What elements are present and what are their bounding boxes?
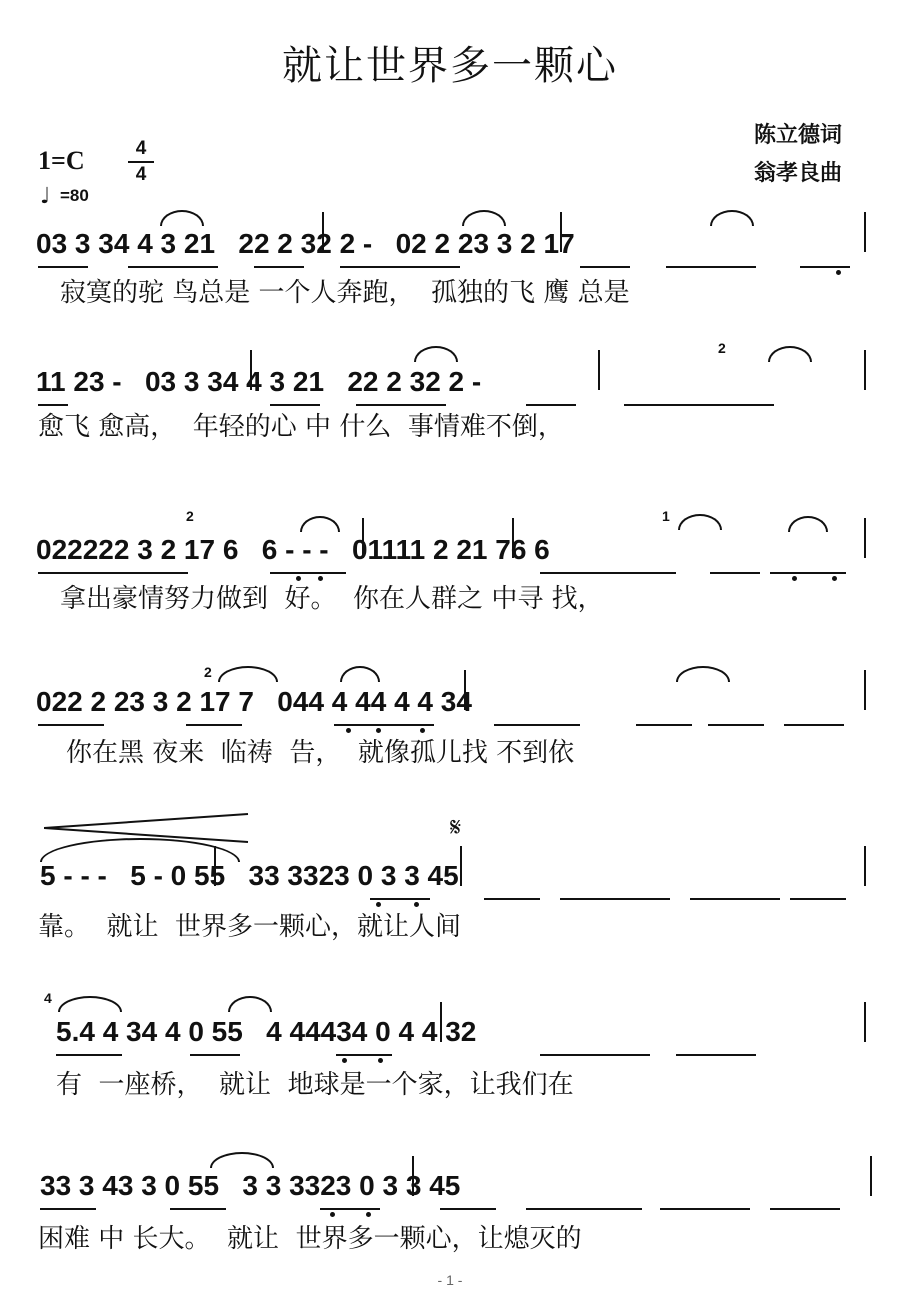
beam [790, 898, 846, 900]
beam [710, 572, 760, 574]
time-signature [128, 138, 154, 186]
key-signature: 1=C [38, 146, 85, 175]
beam [370, 898, 430, 900]
barline [512, 518, 514, 558]
tempo-marking: =80 [60, 186, 89, 205]
octave-dot-low [318, 576, 323, 581]
beam [666, 266, 756, 268]
notation-line-4: 022 2 23 3 2 17 7 044 4 44 4 4 34 [36, 686, 472, 717]
lyrics-line-5: 靠。 就让 世界多一颗心，就让人间 [38, 912, 462, 942]
octave-dot-low [378, 1058, 383, 1063]
beam [320, 1208, 380, 1210]
barline [864, 518, 866, 558]
barline [864, 846, 866, 886]
quarter-note-icon: ♩ [40, 184, 51, 209]
octave-dot-low [792, 576, 797, 581]
barline [598, 350, 600, 390]
barline [362, 518, 364, 558]
slur [678, 514, 722, 530]
barline [412, 1156, 414, 1196]
slur [300, 516, 340, 532]
barline [864, 670, 866, 710]
beam [38, 404, 68, 406]
time-signature-bottom: 4 [135, 164, 147, 185]
beam [676, 1054, 756, 1056]
lyrics-line-2: 愈飞 愈高， 年轻的心 中 什么 事情难不倒， [38, 412, 564, 442]
beam [440, 1208, 496, 1210]
slur [340, 666, 380, 682]
octave-dot-low [376, 902, 381, 907]
beam [784, 724, 844, 726]
octave-dot-low [376, 728, 381, 733]
barline [870, 1156, 872, 1196]
beam [800, 266, 850, 268]
barline [460, 846, 462, 886]
beam [270, 572, 346, 574]
octave-dot-low [296, 576, 301, 581]
notation-line-5: 5 - - - 5 - 0 55 33 3323 0 3 3 45 [40, 860, 459, 891]
grace-note: 1 [662, 508, 670, 524]
barline [322, 212, 324, 252]
beam [540, 572, 676, 574]
slur [210, 1152, 274, 1168]
segno-icon: 𝄋 [450, 813, 462, 843]
octave-dot-low [832, 576, 837, 581]
time-signature-top: 4 [135, 138, 147, 159]
barline [560, 212, 562, 252]
octave-dot-low [414, 902, 419, 907]
beam [770, 572, 846, 574]
grace-note: 2 [204, 664, 212, 680]
beam [526, 1208, 642, 1210]
grace-note: 2 [718, 340, 726, 356]
beam [708, 724, 764, 726]
beam [560, 898, 670, 900]
slur [462, 210, 506, 226]
beam [128, 266, 218, 268]
notation-line-2: 11 23 - 03 3 34 4 3 21 22 2 32 2 - [36, 366, 482, 397]
slur [218, 666, 278, 682]
slur [768, 346, 812, 362]
barline [214, 846, 216, 886]
beam [484, 898, 540, 900]
beam [170, 1208, 226, 1210]
octave-dot-low [366, 1212, 371, 1217]
lyrics-line-4: 你在黑 夜来 临祷 告， 就像孤儿找 不到依 [66, 738, 575, 768]
octave-dot-low [836, 270, 841, 275]
beam [38, 572, 188, 574]
beam [334, 724, 434, 726]
beam [186, 724, 242, 726]
octave-dot-low [420, 728, 425, 733]
beam [340, 266, 460, 268]
grace-note: 2 [186, 508, 194, 524]
song-title: 就让世界多一颗心 [282, 43, 618, 89]
page-number: - 1 - [437, 1272, 463, 1288]
barline [864, 1002, 866, 1042]
slur [414, 346, 458, 362]
notation-line-1: 03 3 34 4 3 21 22 2 32 2 - 02 2 23 3 2 17 [36, 228, 575, 259]
lyrics-line-6: 有 一座桥， 就让 地球是一个家，让我们在 [56, 1070, 574, 1100]
notation-line-6: 5.4 4 34 4 0 55 4 44434 0 4 4 32 [56, 1016, 477, 1047]
beam [356, 404, 446, 406]
beam [636, 724, 692, 726]
notation-line-7: 33 3 43 3 0 55 3 3 3323 0 3 3 45 [40, 1170, 461, 1201]
beam [526, 404, 576, 406]
beam [38, 266, 88, 268]
slur [710, 210, 754, 226]
beam [540, 1054, 650, 1056]
slur [788, 516, 828, 532]
beam [770, 1208, 840, 1210]
beam [660, 1208, 750, 1210]
lyrics-line-3: 拿出豪情努力做到 好。 你在人群之 中寻 找， [60, 584, 604, 614]
beam [624, 404, 774, 406]
barline [250, 350, 252, 390]
lyrics-line-7: 困难 中 长大。 就让 世界多一颗心，让熄灭的 [38, 1224, 582, 1254]
lyricist-credit: 陈立德词 [754, 122, 843, 148]
beam [254, 266, 304, 268]
slur [160, 210, 204, 226]
slur [228, 996, 272, 1012]
composer-credit: 翁孝良曲 [754, 160, 843, 186]
beam [336, 1054, 392, 1056]
beam [494, 724, 580, 726]
grace-note: 4 [44, 990, 52, 1006]
barline [864, 212, 866, 252]
slur [676, 666, 730, 682]
time-signature-divider [128, 161, 154, 163]
lyrics-line-1: 寂寞的驼 鸟总是 一个人奔跑， 孤独的飞 鹰 总是 [60, 278, 630, 308]
octave-dot-low [330, 1212, 335, 1217]
octave-dot-low [346, 728, 351, 733]
beam [40, 1208, 96, 1210]
beam [56, 1054, 122, 1056]
beam [690, 898, 780, 900]
notation-line-3: 022222 3 2 17 6 6 - - - 01111 2 21 76 6 [36, 534, 550, 565]
barline [464, 670, 466, 710]
beam [38, 724, 104, 726]
beam [190, 1054, 240, 1056]
barline [440, 1002, 442, 1042]
slur [58, 996, 122, 1012]
barline [864, 350, 866, 390]
octave-dot-low [342, 1058, 347, 1063]
beam [580, 266, 630, 268]
beam [270, 404, 320, 406]
